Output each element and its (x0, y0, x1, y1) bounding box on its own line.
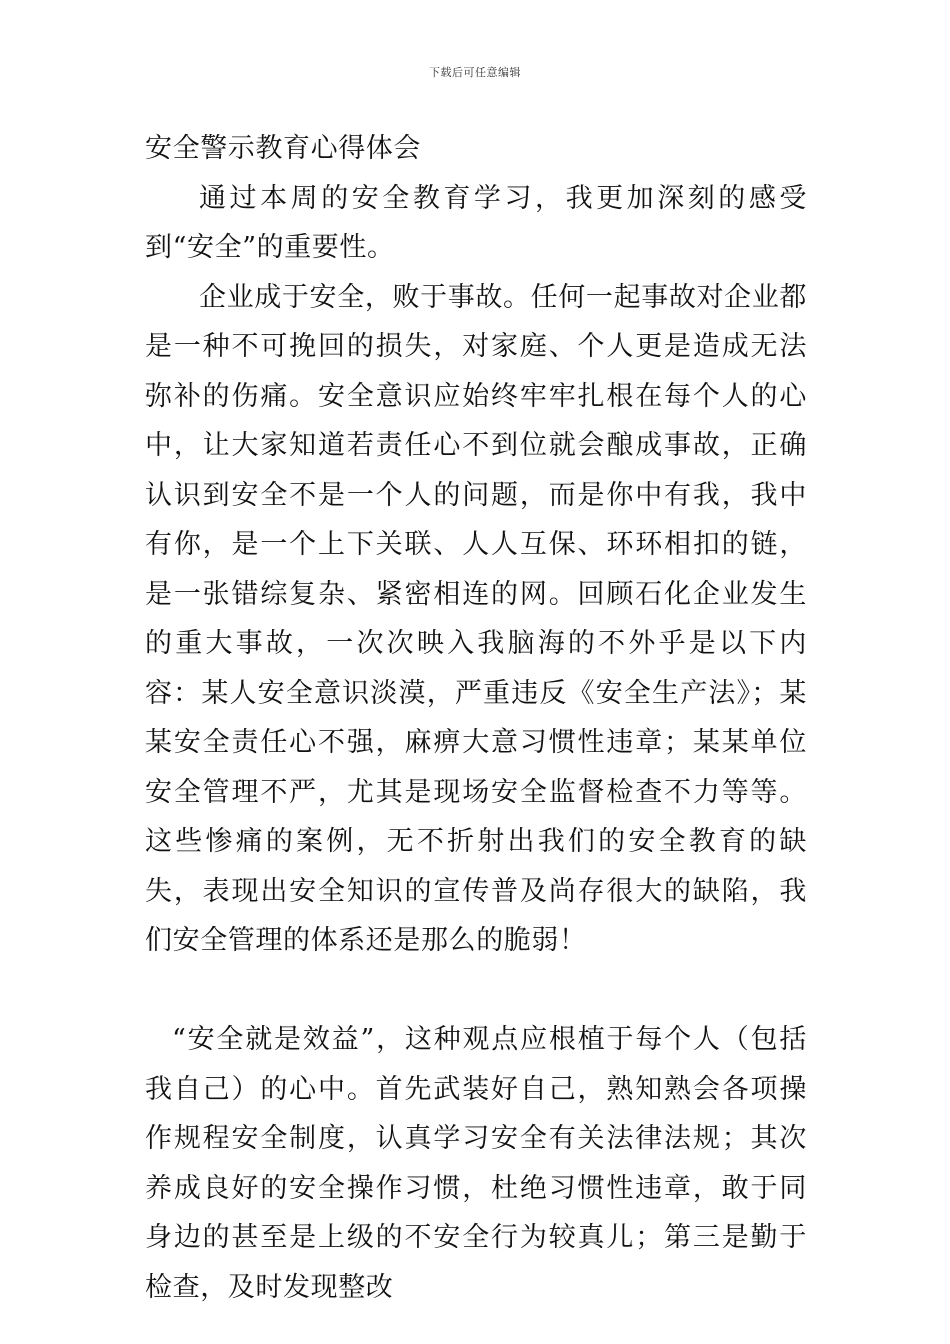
paragraph-spacer (145, 966, 807, 1016)
document-title: 安全警示教育心得体会 (145, 133, 421, 164)
paragraph-safety-benefit: “安全就是效益”，这种观点应根植于每个人（包括我自己）的心中。首先武装好自己，熟知熟会各项操作规程安全制度，认真学习安全有关法律法规；其次养成良好的安全操作习惯，杜绝习惯性违章，敢于同身边的甚至是上级的不安全行为较真儿；第三是勤于检查，及时发现整改 (145, 1024, 807, 1303)
page-header-note: 下载后可任意编辑 (429, 66, 521, 79)
document-body (145, 124, 807, 1312)
paragraph-intro: 通过本周的安全教育学习，我更加深刻的感受到“安全”的重要性。 (145, 182, 807, 263)
paragraph-enterprise-safety: 企业成于安全，败于事故。任何一起事故对企业都是一种不可挽回的损失，对家庭、个人更是造成无法弥补的伤痛。安全意识应始终牢牢扎根在每个人的心中，让大家知道若责任心不到位就会酿成事故，正确认识到安全不是一个人的问题，而是你中有我，我中有你，是一个上下关联、人人互保、环环相扣的链，是一张错综复杂、紧密相连的网。回顾石化企业发生的重大事故，一次次映入我脑海的不外乎是以下内容：某人安全意识淡漠，严重违反《安全生产法》；某某安全责任心不强，麻痹大意习惯性违章；某某单位安全管理不严，尤其是现场安全监督检查不力等等。这些惨痛的案例，无不折射出我们的安全教育的缺失，表现出安全知识的宣传普及尚存很大的缺陷，我们安全管理的体系还是那么的脆弱！ (145, 281, 807, 956)
